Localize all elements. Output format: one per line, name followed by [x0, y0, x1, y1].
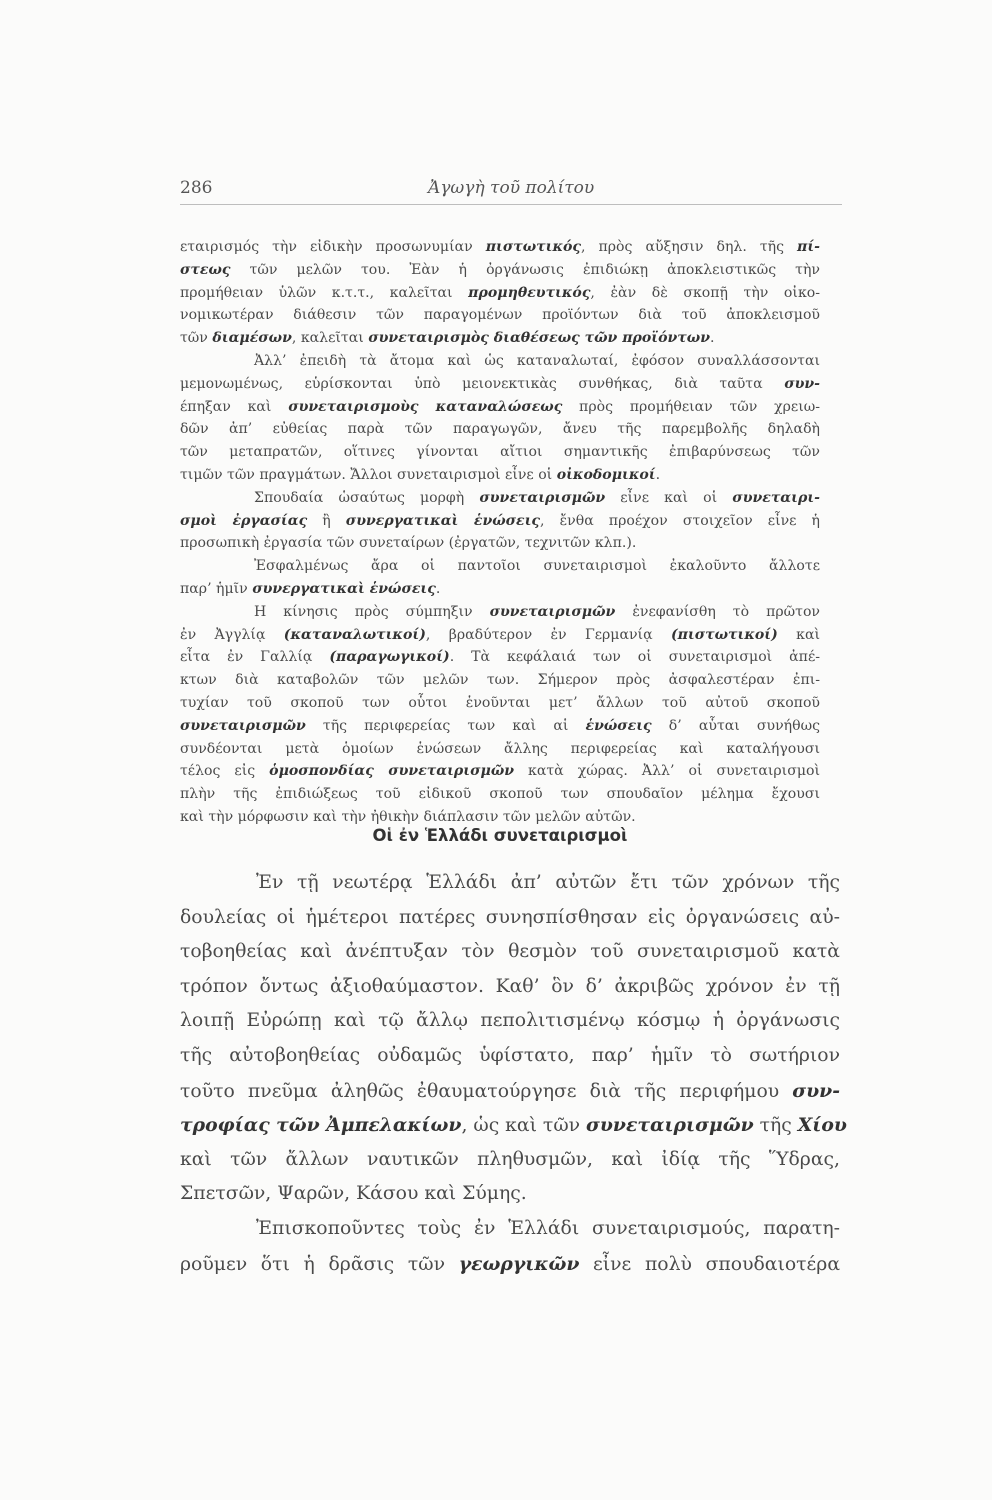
emphasized-term: συνεταιρισμὸς διαθέσεως τῶν προϊόντων	[368, 330, 710, 347]
emphasized-term: οἰκοδομικοί	[556, 466, 656, 483]
text-line: τιμῶν τῶν πραγμάτων. Ἄλλοι συνεταιρισμοὶ εἶνε οἱ οἰκοδομικοί.	[180, 466, 661, 483]
page-number: 286	[180, 178, 213, 198]
text-line: ροῦμεν ὅτι ἡ δρᾶσις τῶν γεωργικῶν εἶνε πολὺ σπουδαιοτέρα	[180, 1252, 840, 1275]
emphasized-term: πί-	[797, 239, 820, 255]
text-line: προσωπικὴ ἐργασία τῶν συνεταίρων (ἐργατῶν, τεχνιτῶν κλπ.).	[180, 535, 637, 552]
emphasized-term: συνεταιρι-	[732, 489, 821, 506]
text-line: τέλος εἰς ὁμοσπονδίας συνεταιρισμῶν κατὰ χώρας. Ἀλλ’ οἱ συνεταιρισμοὶ	[180, 763, 820, 780]
text-line: Η κίνησις πρὸς σύμπηξιν συνεταιρισμῶν ἐνεφανίσθη τὸ πρῶτον	[254, 603, 820, 620]
text-line: μεμονωμένως, εὑρίσκονται ὑπὸ μειονεκτικὰς συνθήκας, διὰ ταῦτα συν-	[180, 375, 820, 392]
text-line: δῶν ἀπ’ εὐθείας παρὰ τῶν παραγωγῶν, ἄνευ τῆς παρεμβολῆς δηλαδὴ	[180, 421, 820, 438]
text-line: καὶ τὴν μόρφωσιν καὶ τὴν ἠθικὴν διάπλασιν τῶν μελῶν αὐτῶν.	[180, 808, 636, 825]
emphasized-term: πιστωτικός	[485, 239, 581, 255]
text-line: Σπουδαία ὡσαύτως μορφὴ συνεταιρισμῶν εἶνε καὶ οἱ συνεταιρι-	[254, 489, 821, 506]
emphasized-term: προμηθευτικός	[468, 284, 591, 301]
emphasized-term: συνεταιρισμοὺς καταναλώσεως	[288, 398, 563, 415]
text-line: τῶν μεταπρατῶν, οἵτινες γίνονται αἴτιοι σημαντικῆς ἐπιβαρύνσεως τῶν	[180, 444, 820, 461]
text-line: εἶτα ἐν Γαλλίᾳ (παραγωγικοί). Τὰ κεφάλαιά των οἱ συνεταιρισμοὶ ἀπέ-	[180, 649, 821, 666]
text-line: Ἐν τῇ νεωτέρᾳ Ἑλλάδι ἀπ’ αὐτῶν ἔτι τῶν χρόνων τῆς	[256, 872, 840, 893]
emphasized-term: (πιστωτικοί)	[670, 626, 778, 643]
running-header	[180, 178, 840, 204]
emphasized-term: διαμέσων	[212, 330, 292, 347]
text-line: έπηξαν καὶ συνεταιρισμοὺς καταναλώσεως πρὸς προμήθειαν τῶν χρειω-	[180, 398, 820, 415]
text-line: τυχίαν τοῦ σκοποῦ των οὗτοι ἑνοῦνται μετ’ ἄλλων τοῦ αὐτοῦ σκοποῦ	[180, 694, 820, 711]
text-line: πλὴν τῆς ἐπιδιώξεως τοῦ εἰδικοῦ σκοποῦ των σπουδαῖον μέλημα ἔχουσι	[180, 786, 820, 803]
emphasized-term: ἑνώσεις	[585, 717, 652, 734]
text-line: ἐν Ἀγγλίᾳ (καταναλωτικοί), βραδύτερον ἐν Γερμανίᾳ (πιστωτικοί) καὶ	[180, 626, 820, 643]
text-line: εταιρισμός τὴν εἰδικὴν προσωνυμίαν πιστωτικός, πρὸς αὔξησιν δηλ. τῆς πί-	[180, 239, 820, 255]
emphasized-term: (καταναλωτικοί)	[283, 626, 426, 643]
emphasized-term: συν-	[784, 375, 820, 392]
text-line: σμοὶ ἐργασίας ἢ συνεργατικαὶ ἑνώσεις, ἔνθα προέχον στοιχεῖον εἶνε ἡ	[180, 512, 820, 529]
text-line: τῆς αὐτοβοηθείας οὐδαμῶς ὑφίστατο, παρ’ ἡμῖν τὸ σωτήριον	[180, 1044, 840, 1066]
emphasized-term: Χίου	[797, 1114, 847, 1137]
emphasized-term: (παραγωγικοί)	[329, 649, 450, 666]
header-rule	[180, 204, 842, 205]
section-2-text	[180, 866, 847, 1281]
text-line: κτων διὰ καταβολῶν τῶν μελῶν των. Σήμερον πρὸς ἀσφαλεστέραν ἐπι-	[180, 672, 820, 689]
section-1-text	[180, 236, 820, 829]
emphasized-term: γεωργικῶν	[458, 1252, 580, 1275]
text-line: δουλείας οἱ ἡμέτεροι πατέρες συνησπίσθησαν εἰς ὀργανώσεις αὐ-	[180, 906, 840, 928]
text-line: τοῦτο πνεῦμα ἀληθῶς ἐθαυματούργησε διὰ τῆς περιφήμου συν-	[180, 1079, 840, 1102]
text-line: Ἐπισκοποῦντες τοὺς ἐν Ἑλλάδι συνεταιρισμούς, παρατη-	[256, 1217, 840, 1239]
text-line: Ἀλλ’ ἐπειδὴ τὰ ἄτομα καὶ ὡς καταναλωταί, ἐφόσον συναλλάσσονται	[254, 352, 820, 369]
emphasized-term: σμοὶ ἐργασίας	[180, 512, 308, 529]
emphasized-term: συνεταιρισμῶν	[489, 603, 616, 620]
text-line: τοβοηθείας καὶ ἀνέπτυξαν τὸν θεσμὸν τοῦ συνεταιρισμοῦ κατὰ	[180, 941, 840, 963]
text-line: προμήθειαν ὑλῶν κ.τ.τ., καλεῖται προμηθευτικός, ἐὰν δὲ σκοπῇ τὴν οἰκο-	[180, 284, 820, 301]
text-line: τρόπον ὄντως ἀξιοθαύμαστον. Καθ’ ὃν δ’ ἀκριβῶς χρόνον ἐν τῇ	[180, 975, 840, 997]
text-line: τροφίας τῶν Ἀμπελακίων, ὡς καὶ τῶν συνεταιρισμῶν τῆς Χίου	[180, 1114, 847, 1137]
emphasized-term: συνεταιρισμῶν	[479, 489, 606, 506]
emphasized-term: συνεταιρισμῶν	[586, 1114, 754, 1137]
running-title: Ἀγωγὴ τοῦ πολίτου	[428, 178, 595, 198]
text-line: συνδέονται μετὰ ὁμοίων ἑνώσεων ἄλλης περιφερείας καὶ καταλήγουσι	[180, 740, 820, 757]
emphasized-term: τροφίας τῶν Ἀμπελακίων	[180, 1114, 462, 1137]
emphasized-term: συνεργατικαὶ ἑνώσεις	[345, 512, 541, 529]
text-line: Σπετσῶν, Ψαρῶν, Κάσου καὶ Σύμης.	[180, 1183, 527, 1205]
emphasized-term: συνεργατικαὶ ἑνώσεις	[252, 580, 436, 597]
section-heading: Οἱ ἐν Ἑλλάδι συνεταιρισμοὶ	[372, 826, 628, 845]
emphasized-term: στεως	[180, 261, 231, 278]
text-line: νομικωτέραν διάθεσιν τῶν παραγομένων προϊόντων διὰ τοῦ ἀποκλεισμοῦ	[180, 307, 820, 324]
text-line: τῶν διαμέσων, καλεῖται συνεταιρισμὸς διαθέσεως τῶν προϊόντων.	[180, 330, 715, 347]
text-line: συνεταιρισμῶν τῆς περιφερείας των καὶ αἱ ἑνώσεις δ’ αὗται συνήθως	[180, 717, 820, 734]
emphasized-term: συνεταιρισμῶν	[180, 717, 306, 734]
text-line: Ἐσφαλμένως ἄρα οἱ παντοῖοι συνεταιρισμοὶ ἐκαλοῦντο ἄλλοτε	[254, 558, 820, 575]
emphasized-term: ὁμοσπονδίας συνεταιρισμῶν	[269, 763, 515, 780]
text-line: παρ’ ἡμῖν συνεργατικαὶ ἑνώσεις.	[180, 580, 441, 597]
text-line: στεως τῶν μελῶν του. Ἐὰν ἡ ὀργάνωσις ἐπιδιώκῃ ἀποκλειστικῶς τὴν	[180, 261, 820, 278]
emphasized-term: συν-	[792, 1079, 840, 1102]
text-line: καὶ τῶν ἄλλων ναυτικῶν πληθυσμῶν, καὶ ἰδίᾳ τῆς Ὕδρας,	[180, 1148, 840, 1170]
text-line: λοιπῇ Εὐρώπῃ καὶ τῷ ἄλλῳ πεπολιτισμένῳ κόσμῳ ἡ ὀργάνωσις	[180, 1010, 840, 1032]
